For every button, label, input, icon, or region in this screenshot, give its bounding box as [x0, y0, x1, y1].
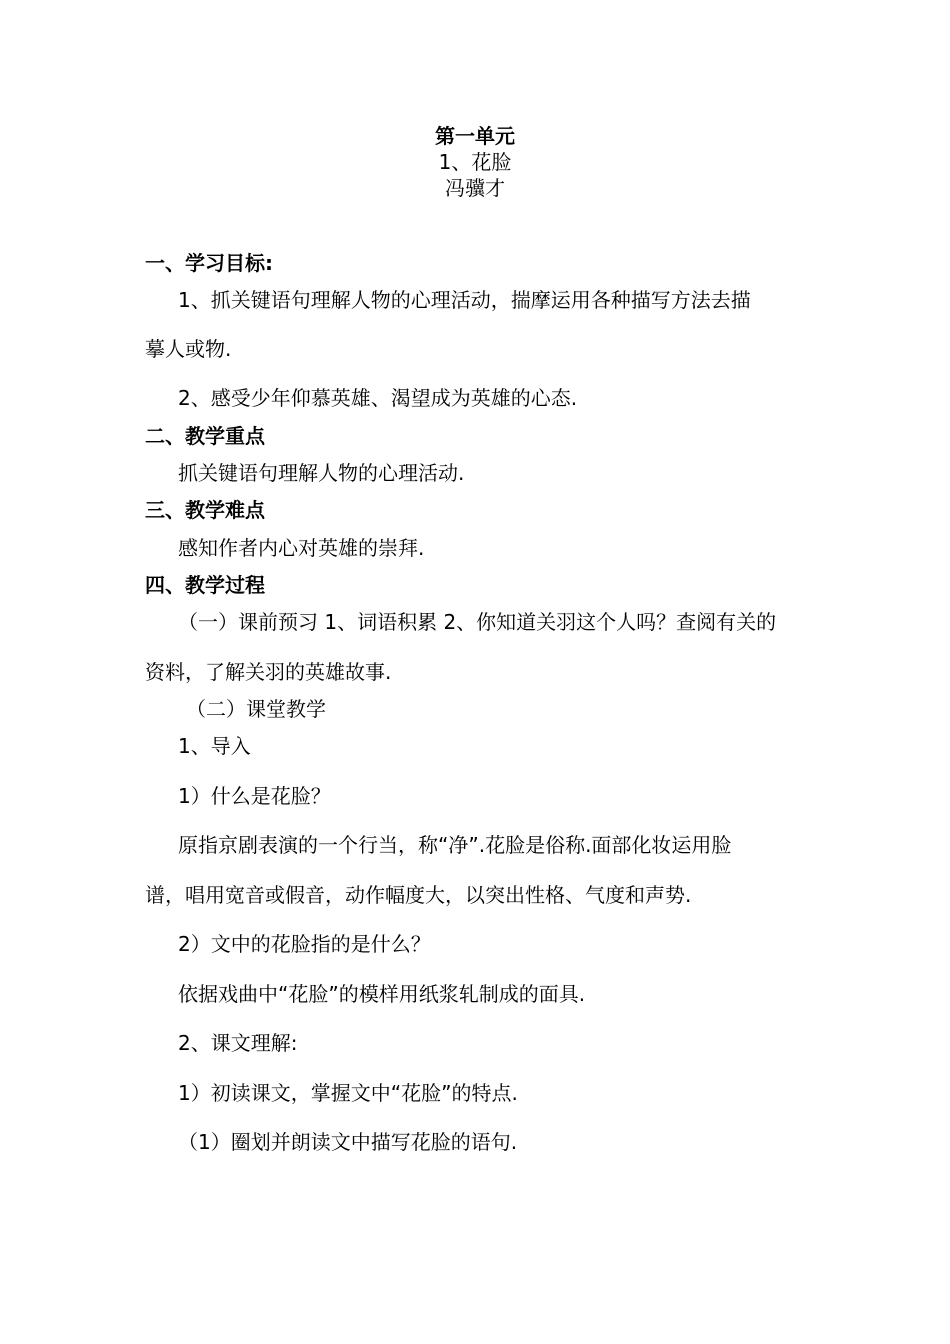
paragraph-text: 2、感受少年仰慕英雄、渴望成为英雄的心态. [178, 386, 578, 410]
section-heading-objectives: 一、学习目标: [145, 251, 273, 275]
paragraph-text: 1）初读课文，掌握文中“花脸”的特点. [178, 1081, 518, 1105]
paragraph-text: 依据戏曲中“花脸”的模样用纸浆轧制成的面具. [178, 982, 586, 1006]
author-name: 冯骥才 [445, 176, 505, 200]
paragraph-text: （1）圈划并朗读文中描写花脸的语句. [178, 1130, 518, 1154]
paragraph-text: 摹人或物. [145, 337, 232, 361]
paragraph-text: 1）什么是花脸？ [178, 784, 331, 808]
paragraph-text: （二）课堂教学 [186, 697, 326, 721]
paragraph-text: （一）课前预习 1、词语积累 2、你知道关羽这个人吗？查阅有关的 [178, 610, 777, 634]
paragraph-text: 2）文中的花脸指的是什么？ [178, 932, 431, 956]
unit-title: 第一单元 [435, 124, 515, 148]
paragraph-text: 1、导入 [178, 734, 251, 758]
paragraph-text: 感知作者内心对英雄的崇拜. [178, 536, 425, 560]
paragraph-text: 资料，了解关羽的英雄故事. [145, 660, 392, 684]
lesson-title: 1、花脸 [438, 150, 512, 174]
paragraph-text: 原指京剧表演的一个行当，称“净”.花脸是俗称.面部化妆运用脸 [178, 833, 732, 857]
paragraph-text: 1、抓关键语句理解人物的心理活动，揣摩运用各种描写方法去描 [178, 288, 751, 312]
paragraph-text: 谱，唱用宽音或假音，动作幅度大，以突出性格、气度和声势. [145, 883, 692, 907]
paragraph-text: 抓关键语句理解人物的心理活动. [178, 461, 465, 485]
section-heading-process: 四、教学过程 [145, 573, 265, 597]
section-heading-key-points: 二、教学重点 [145, 424, 265, 448]
section-heading-difficulties: 三、教学难点 [145, 498, 265, 522]
paragraph-text: 2、课文理解: [178, 1031, 298, 1055]
